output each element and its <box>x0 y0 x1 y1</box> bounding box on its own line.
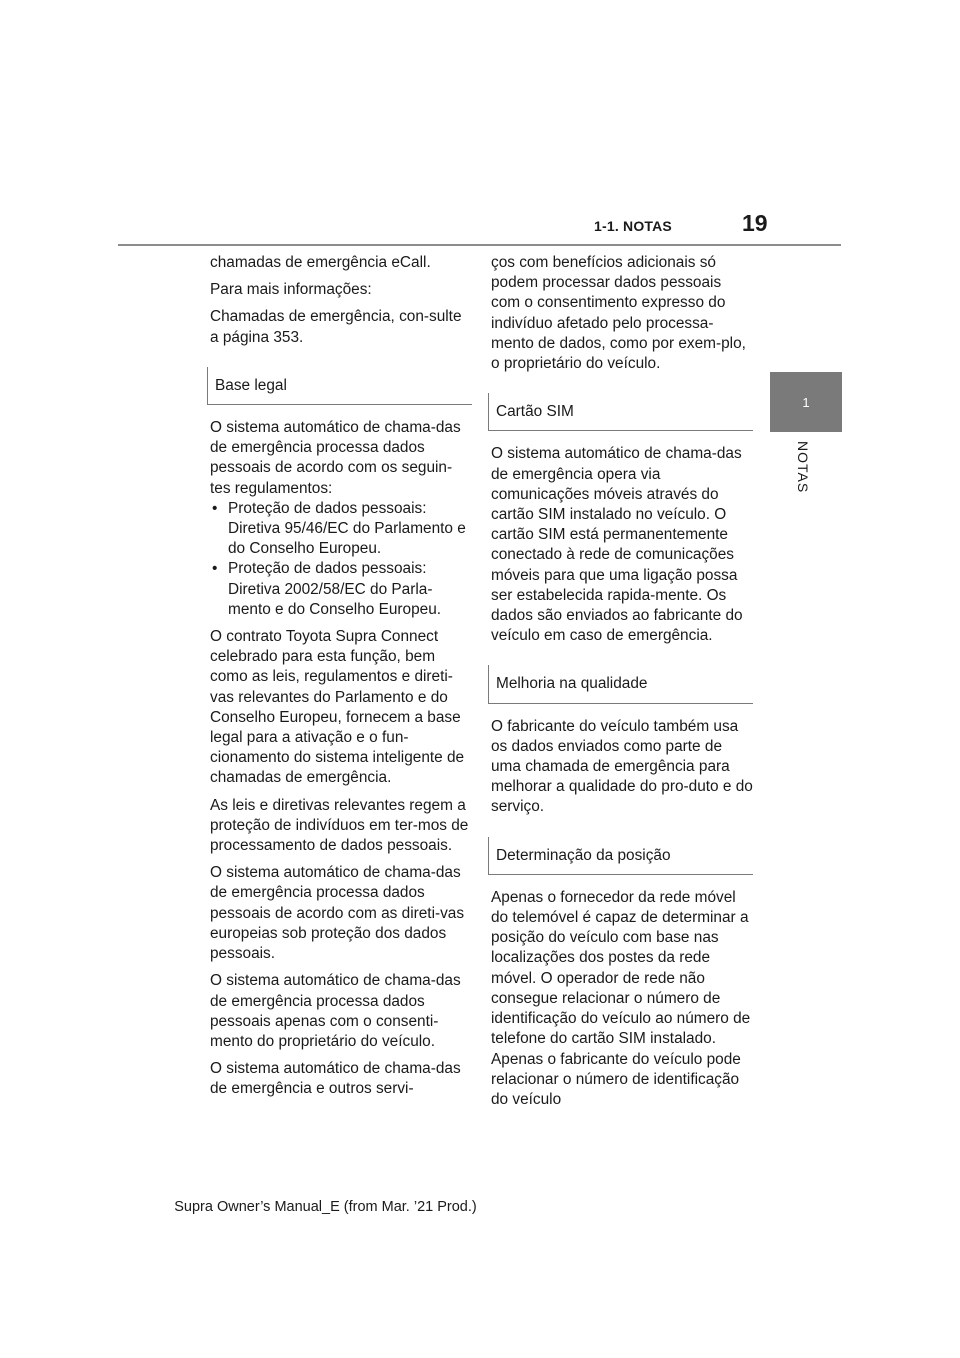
subheading-melhoria-qualidade: Melhoria na qualidade <box>488 665 753 703</box>
list-item: • Proteção de dados pessoais: Diretiva 95/46/EC do Parlamento e do Conselho Europeu. <box>210 499 472 560</box>
paragraph: O fabricante do veículo também usa os dados enviados como parte de uma chamada de emergência para melhorar a qualidade do pro-duto e do serviço. <box>491 717 753 816</box>
right-column <box>491 253 753 1117</box>
chapter-label: NOTAS <box>795 441 811 494</box>
paragraph: chamadas de emergência eCall. <box>210 254 431 271</box>
paragraph: Chamadas de emergência, con-sulte a página 353. <box>210 308 462 346</box>
subheading-determinacao-posicao: Determinação da posição <box>488 837 753 875</box>
subheading-base-legal: Base legal <box>207 367 472 405</box>
footer-text: Supra Owner’s Manual_E (from Mar. ’21 Prod.) <box>174 1199 477 1215</box>
paragraph: O sistema automático de chama-das de emergência opera via comunicações móveis através do cartão SIM instalado no veículo. O cartão SIM está permanentemente conectado à rede de comunicações móveis para que uma ligação possa ser estabelecida rapida-mente. Os dados são enviados ao fabricante do veículo em caso de emergência. <box>491 445 743 645</box>
list-item: • Proteção de dados pessoais: Diretiva 2002/58/EC do Parla-mento e do Conselho Europeu. <box>210 559 472 620</box>
subheading-cartao-sim: Cartão SIM <box>488 393 753 431</box>
paragraph: Apenas o fornecedor da rede móvel do telemóvel é capaz de determinar a posição do veículo com base nas localizações dos postes da rede móvel. O operador de rede não consegue relacionar o número de identificação do veículo ao número de telefone do cartão SIM instalado. Apenas o fabricante do veículo pode relacionar o número de identificação do veículo <box>491 888 751 1108</box>
paragraph: ços com benefícios adicionais só podem processar dados pessoais com o consentimento expresso do indivíduo afetado pelo processa-mento de dados, como por exem-plo, o proprietário do veículo. <box>491 254 746 373</box>
paragraph: Para mais informações: <box>210 281 372 299</box>
paragraph: O sistema automático de chama-das de emergência processa dados pessoais de acordo com as direti-vas europeias sob proteção dos dados pessoais. <box>210 864 465 963</box>
paragraph: As leis e diretivas relevantes regem a proteção de indivíduos em ter-mos de processamento de dados pessoais. <box>210 796 469 855</box>
paragraph: O sistema automático de chama-das de emergência e outros servi- <box>210 1060 461 1098</box>
section-title: 1-1. NOTAS <box>594 218 672 234</box>
chapter-number: 1 <box>802 394 810 410</box>
paragraph: O sistema automático de chama-das de emergência processa dados pessoais apenas com o consenti-mento do proprietário do veículo. <box>210 972 461 1050</box>
page-number: 19 <box>742 210 768 236</box>
paragraph: O contrato Toyota Supra Connect celebrado para esta função, bem como as leis, regulamentos e direti-vas relevantes do Parlamento e do Conselho Europeu, fornecem a base legal para a ativação e o fun-cionamento do sistema inteligente de chamadas de emergência. <box>210 628 465 787</box>
header-divider <box>118 244 841 246</box>
paragraph: O sistema automático de chama-das de emergência processa dados pessoais de acordo com os seguin-tes regulamentos: <box>210 419 461 497</box>
bullet-list <box>210 499 472 620</box>
chapter-tab[interactable] <box>770 372 842 432</box>
left-column <box>210 253 472 1107</box>
